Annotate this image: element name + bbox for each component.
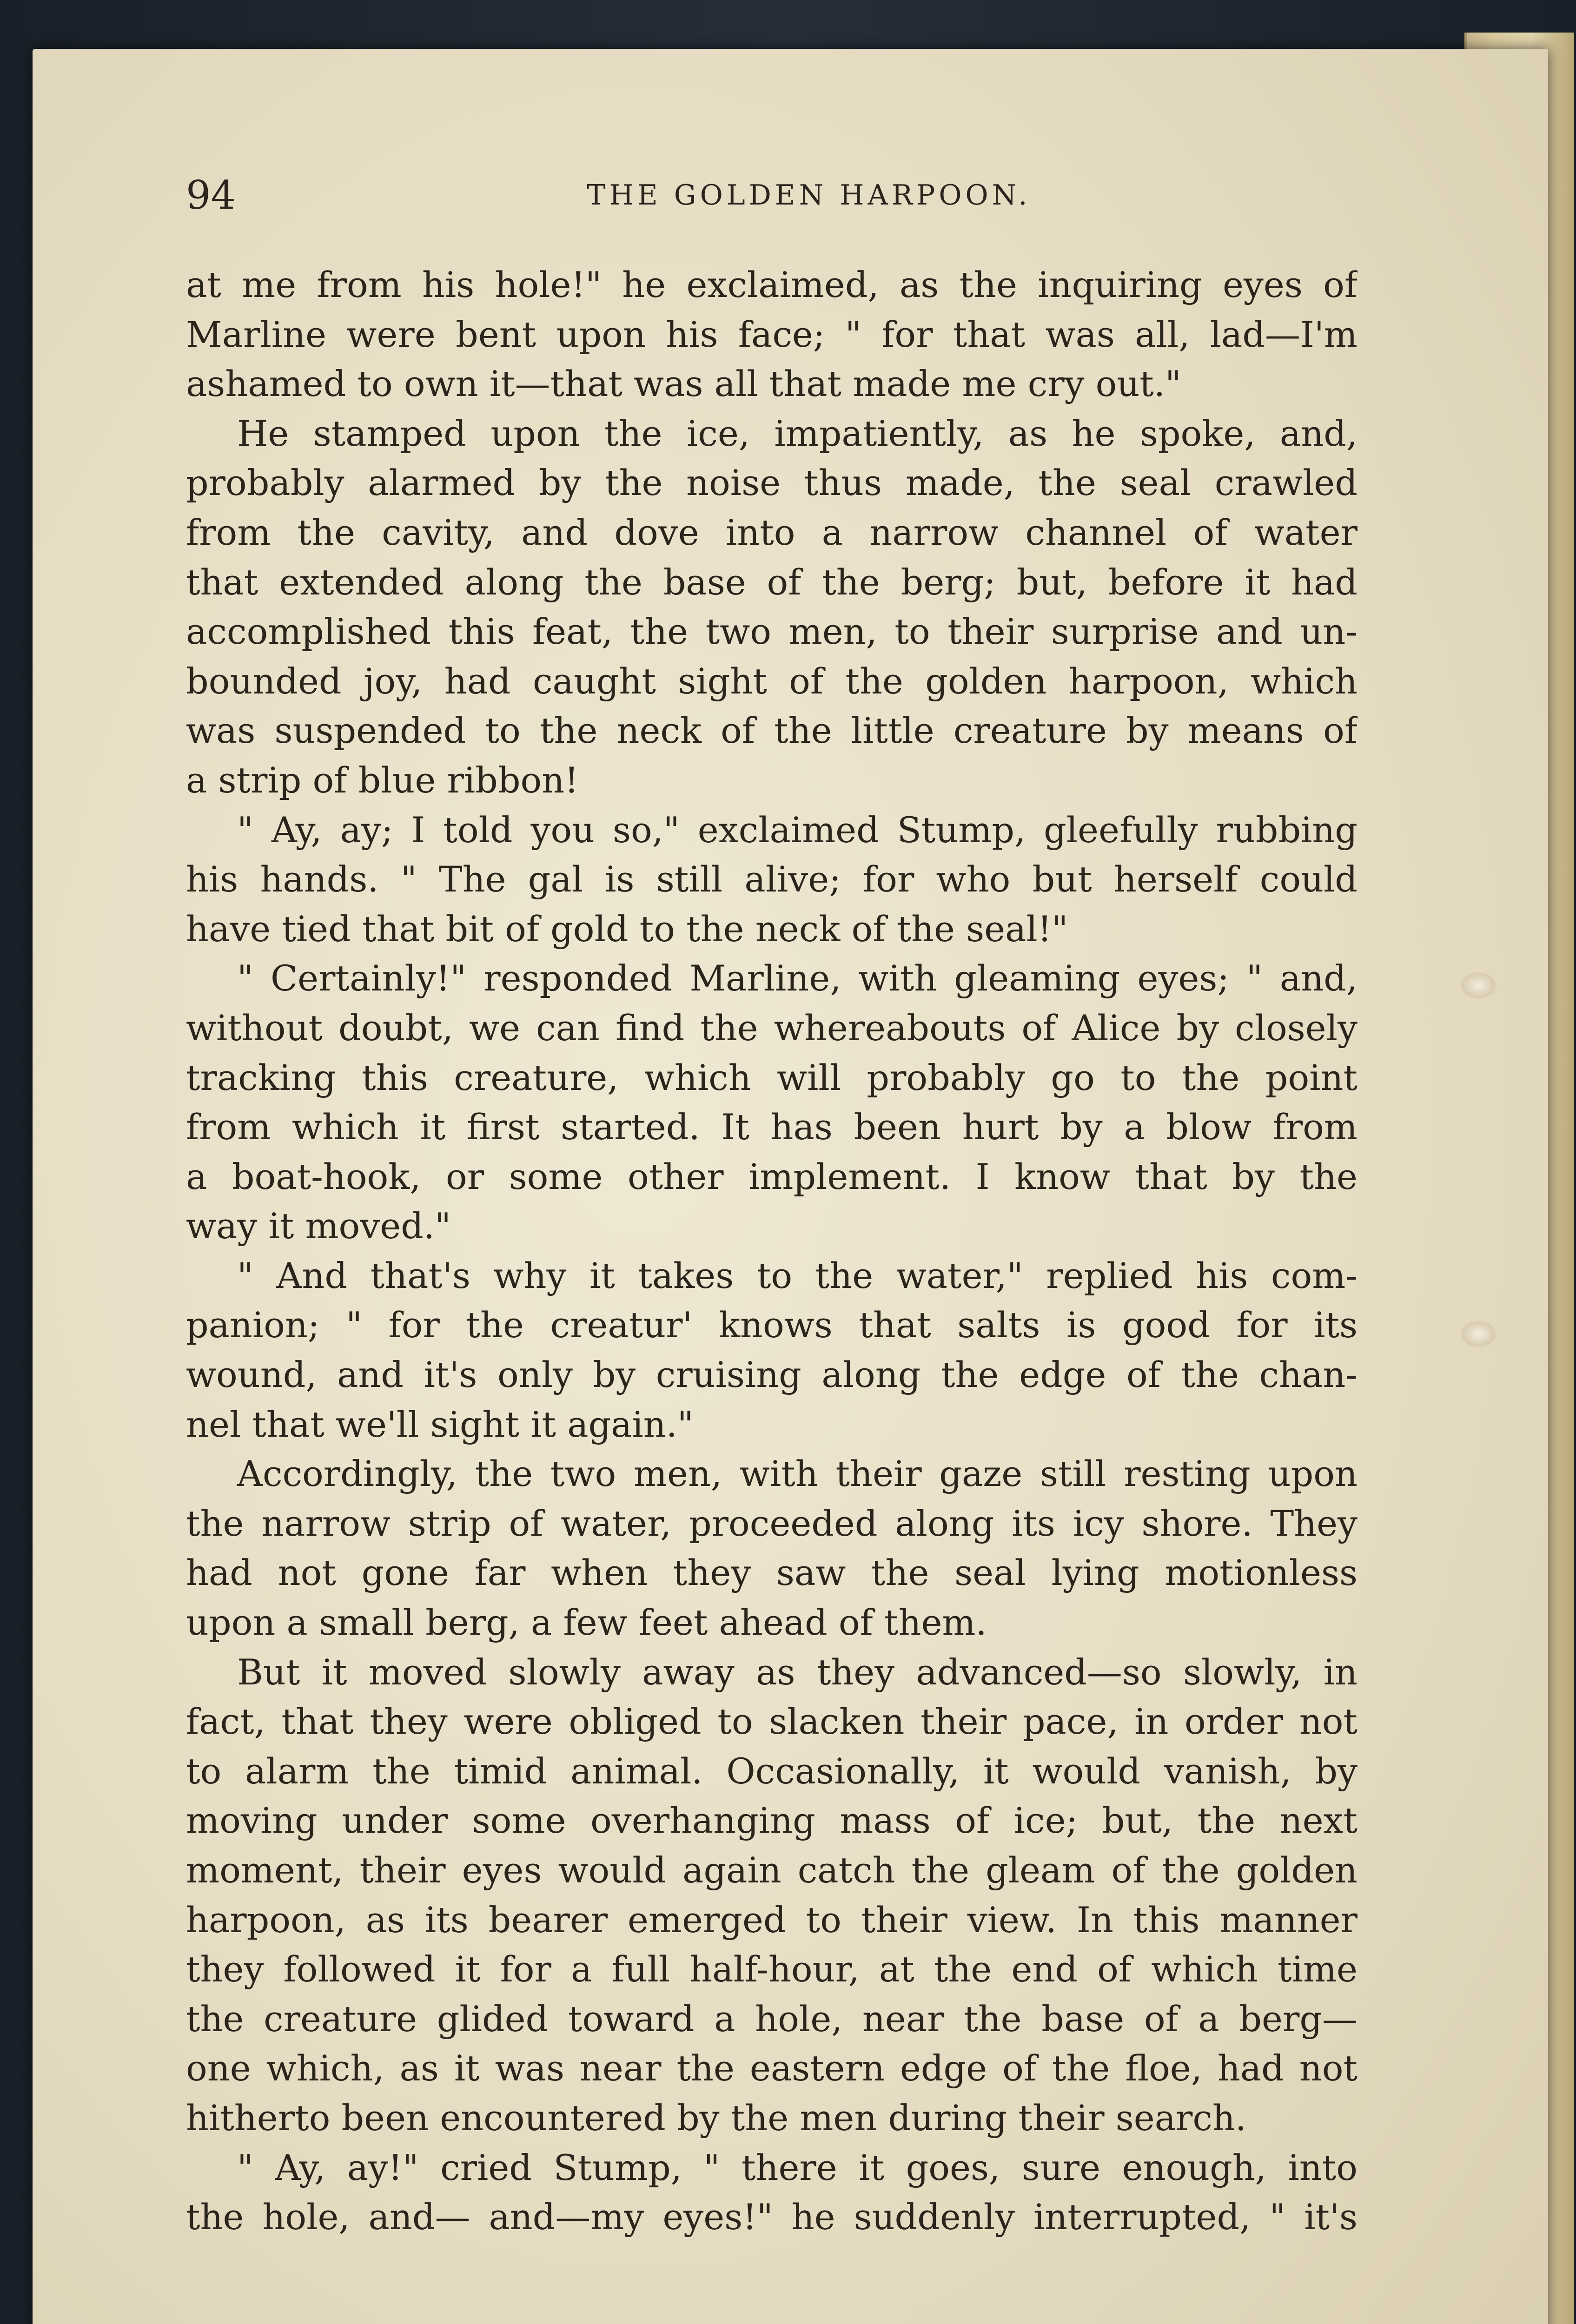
text-line: " Certainly!" responded Marline, with gleaming eyes; " and,	[237, 957, 1357, 999]
text-line: way it moved."	[186, 1205, 451, 1247]
text-line: " Ay, ay; I told you so," exclaimed Stump, gleefully rubbing	[237, 809, 1357, 851]
text-line: without doubt, we can find the whereabouts of Alice by closely	[186, 1007, 1357, 1049]
text-line: fact, that they were obliged to slacken their pace, in order not	[186, 1701, 1357, 1743]
page-header	[186, 170, 1376, 221]
paragraph	[186, 2143, 1357, 2242]
text-line: tracking this creature, which will probably go to the point	[186, 1056, 1357, 1098]
text-line: from the cavity, and dove into a narrow channel of water	[186, 511, 1357, 553]
text-line: a strip of blue ribbon!	[186, 759, 579, 801]
text-line: " And that's why it takes to the water," replied his com-	[237, 1254, 1357, 1296]
text-line: bounded joy, had caught sight of the golden harpoon, which	[186, 660, 1357, 702]
text-line: they followed it for a full half-hour, at the end of which time	[186, 1948, 1357, 1990]
running-title: THE GOLDEN HARPOON.	[587, 179, 1031, 211]
text-line: one which, as it was near the eastern edge of the floe, had not	[186, 2047, 1357, 2089]
text-line: a boat-hook, or some other implement. I know that by the	[186, 1155, 1357, 1197]
text-line: had not gone far when they saw the seal lying motionless	[186, 1552, 1357, 1594]
text-line: have tied that bit of gold to the neck of the seal!"	[186, 908, 1068, 950]
binding-thread-mark	[1460, 971, 1497, 999]
text-line: the creature glided toward a hole, near the base of a berg—	[186, 1998, 1357, 2040]
body-text	[186, 260, 1357, 2242]
text-line: to alarm the timid animal. Occasionally, it would vanish, by	[186, 1750, 1357, 1792]
text-line: He stamped upon the ice, impatiently, as he spoke, and,	[237, 412, 1357, 454]
text-line: wound, and it's only by cruising along the edge of the chan-	[186, 1354, 1357, 1396]
text-line: from which it first started. It has been hurt by a blow from	[186, 1106, 1357, 1148]
text-line: " Ay, ay!" cried Stump, " there it goes, sure enough, into	[237, 2146, 1357, 2188]
text-line: that extended along the base of the berg; but, before it had	[186, 561, 1357, 603]
paragraph	[186, 1648, 1357, 2143]
binding-thread-mark	[1460, 1320, 1497, 1348]
paragraph	[186, 260, 1357, 409]
text-line: upon a small berg, a few feet ahead of them.	[186, 1602, 987, 1644]
text-line: at me from his hole!" he exclaimed, as the inquiring eyes of	[186, 264, 1357, 305]
text-line: probably alarmed by the noise thus made, the seal crawled	[186, 462, 1357, 504]
text-line: moving under some overhanging mass of ice; but, the next	[186, 1800, 1357, 1842]
paragraph	[186, 1449, 1357, 1647]
paragraph	[186, 805, 1357, 954]
paragraph	[186, 1251, 1357, 1449]
text-line: panion; " for the creatur' knows that salts is good for its	[186, 1304, 1357, 1346]
text-line: But it moved slowly away as they advanced—so slowly, in	[237, 1651, 1357, 1693]
text-line: hitherto been encountered by the men during their search.	[186, 2097, 1247, 2139]
text-line: harpoon, as its bearer emerged to their view. In this manner	[186, 1899, 1357, 1941]
page-number: 94	[186, 172, 236, 218]
text-line: accomplished this feat, the two men, to their surprise and un-	[186, 611, 1357, 653]
text-line: was suspended to the neck of the little creature by means of	[186, 710, 1357, 752]
text-line: the narrow strip of water, proceeded along its icy shore. They	[186, 1502, 1357, 1544]
text-line: Accordingly, the two men, with their gaze still resting upon	[237, 1453, 1357, 1495]
text-line: his hands. " The gal is still alive; for who but herself could	[186, 858, 1357, 900]
text-line: nel that we'll sight it again."	[186, 1403, 694, 1445]
text-line: Marline were bent upon his face; " for that was all, lad—I'm	[186, 313, 1357, 355]
paragraph	[186, 954, 1357, 1251]
text-line: ashamed to own it—that was all that made me cry out."	[186, 363, 1181, 405]
paragraph	[186, 409, 1357, 805]
text-line: the hole, and— and—my eyes!" he suddenly interrupted, " it's	[186, 2196, 1357, 2238]
text-line: moment, their eyes would again catch the gleam of the golden	[186, 1849, 1357, 1891]
